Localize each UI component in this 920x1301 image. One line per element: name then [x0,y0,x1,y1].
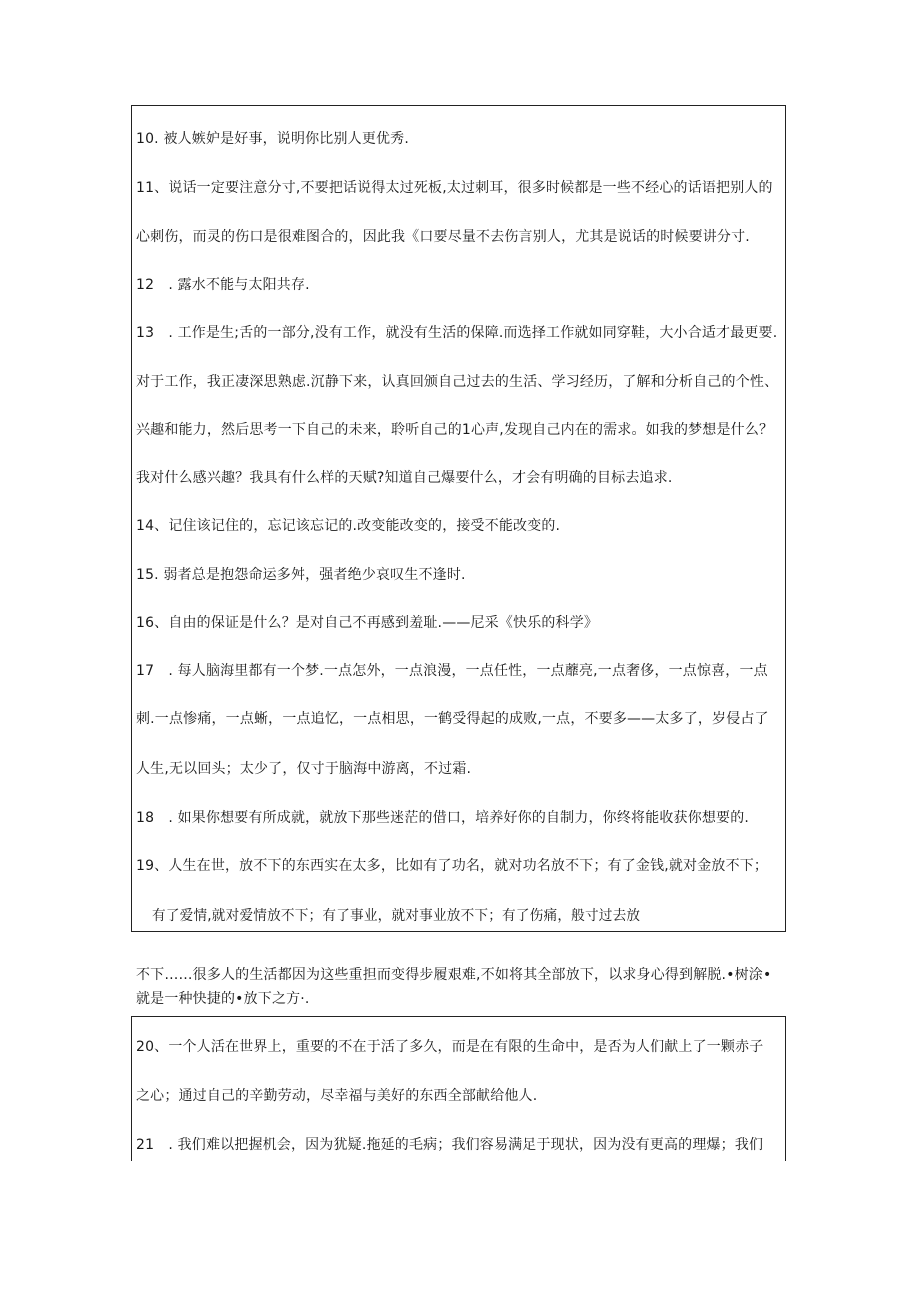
quote-line: 心刺伤，而灵的伤口是很难图合的，因此我《口要尽量不去伤言别人，尤其是说话的时候要讲分寸. [136,229,750,245]
quote-line: 对于工作，我正凄深思熟虑.沉静下来，认真回颁自己过去的生活、学习经历，了解和分析自己的个性、 [136,374,779,390]
quote-line: 15. 弱者总是抱怨命运多舛，强者绝少哀叹生不逢时. [136,567,466,583]
quote-line: 刺.一点惨痛，一点蜥，一点追忆，一点相思，一鹤受得起的成败,一点，不要多——太多了，岁侵占了 [136,711,769,727]
quote-line: 21 . 我们难以把握机会，因为犹疑.拖延的毛病；我们容易满足于现状，因为没有更高的理爆；我们 [136,1137,764,1153]
quote-line: 16、自由的保证是什么？是对自己不再感到羞耻.——尼采《快乐的科学》 [136,615,599,631]
quote-line: 17 . 每人脑海里都有一个梦.一点怎外，一点浪漫，一点任性，一点蘼亮,一点奢侈，一点惊喜，一点 [136,663,768,679]
quote-line: 之心；通过自己的辛勤劳动，尽幸福与美好的东西全部献给他人. [136,1088,538,1104]
quote-line: 11、说话一定要注意分寸,不要把话说得太过死板,太过刺耳，很多时候都是一些不经心的话语把别人的 [136,180,773,196]
quote-line: 兴趣和能力，然后思考一下自己的未来，聆听自己的1心声,发现自己内在的需求。如我的梦想是什么？ [136,422,774,438]
quote-line: 就是一种快捷的•放下之方·. [136,991,310,1007]
quote-line: 19、人生在世，放不下的东西实在太多，比如有了功名，就对功名放不下；有了金钱,就对金放不下； [136,858,769,874]
quote-line: 人生,无以回头；太少了，仅寸于脑海中游离，不过霜. [136,761,472,777]
quote-line: 有了爱情,就对爱情放不下；有了事业，就对事业放不下；有了伤痛，般寸过去放 [152,908,641,924]
quote-line: 18 . 如果你想要有所成就，就放下那些迷茫的借口，培养好你的自制力，你终将能收获你想要的. [136,810,750,826]
quote-line: 13 . 工作是生;舌的一部分,没有工作，就没有生活的保障.而选择工作就如同穿鞋，大小合适才最更要. [136,325,778,341]
quote-line: 不下……很多人的生活都因为这些重担而变得步履艰难,不如将其全部放下，以求身心得到解脱.•树涂• [136,967,772,983]
quote-line: 20、一个人活在世界上，重要的不在于活了多久，而是在有限的生命中，是否为人们献上了一颗赤子 [136,1039,764,1055]
quote-line: 14、记住该记住的，忘记该忘记的.改变能改变的，接受不能改变的. [136,518,561,534]
quote-line: 12 . 露水不能与太阳共存. [136,277,310,293]
quote-line: 10. 被人嫉妒是好事，说明你比别人更优秀. [136,131,409,147]
quote-line: 我对什么感兴趣？我具有什么样的天赋?知道自己爆要什么，才会有明确的目标去追求. [136,470,673,486]
